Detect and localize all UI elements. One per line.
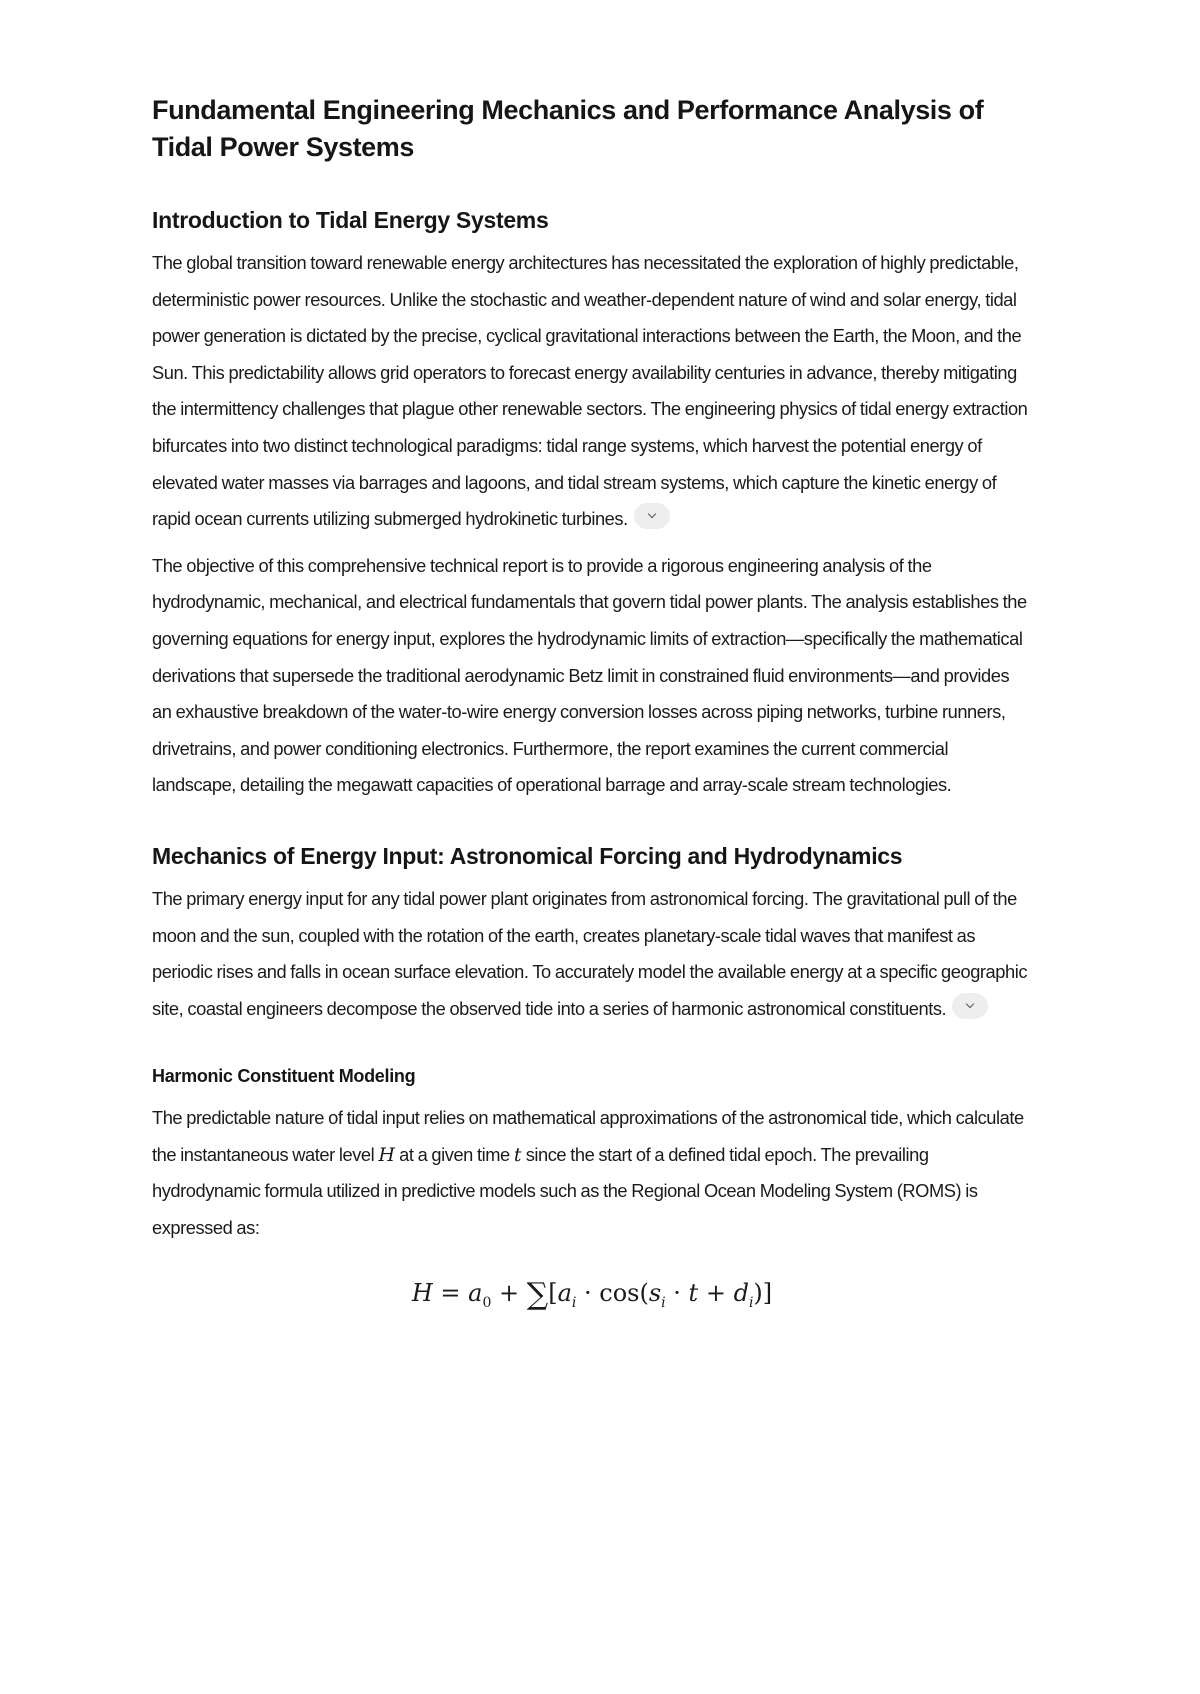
paragraph-text: The primary energy input for any tidal power plant originates from astronomical forcing. The gravitational pull of the moon and the sun, coupled with the rotation of the earth, creates planetary-scale tidal waves that manifest as periodic rises and falls in ocean surface elevation. To accurately model the available energy at a specific geographic site, coastal engineers decompose the observed tide into a series of harmonic astronomical constituents. (152, 887, 1028, 1019)
variable-h: H (378, 1143, 395, 1166)
paragraph-text: The global transition toward renewable energy architectures has necessitated the exploration of highly predictable, deterministic power resources. Unlike the stochastic and weather-dependent nature of wind and solar energy, tidal power generation is dictated by the precise, cyclical gravitational interactions between the Earth, the Moon, and the Sun. This predictability allows grid operators to forecast energy availability centuries in advance, thereby mitigating the intermittency challenges that plague other renewable sectors. The engineering physics of tidal energy extraction bifurcates into two distinct technological paradigms: tidal range systems, which harvest the potential energy of elevated water masses via barrages and lagoons, and tidal stream systems, which capture the kinetic energy of rapid ocean currents utilizing submerged hydrokinetic turbines. (152, 252, 1028, 530)
chevron-down-icon[interactable] (952, 993, 988, 1019)
paragraph-text: The predictable nature of tidal input relies on mathematical approximations of the astronomical tide, which calculate the instantaneous water level (152, 1107, 1024, 1165)
section-heading-introduction: Introduction to Tidal Energy Systems (152, 207, 549, 233)
paragraph (152, 245, 1032, 538)
paragraph: The objective of this comprehensive technical report is to provide a rigorous engineering analysis of the hydrodynamic, mechanical, and electrical fundamentals that govern tidal power plants. The analysis establishes the governing equations for energy input, explores the hydrodynamic limits of extraction—specifically the mathematical derivations that supersede the traditional aerodynamic Betz limit in constrained fluid environments—and provides an exhaustive breakdown of the water-to-wire energy conversion losses across piping networks, turbine runners, drivetrains, and power conditioning electronics. Furthermore, the report examines the current commercial landscape, detailing the megawatt capacities of operational barrage and array-scale stream technologies. (152, 554, 1027, 796)
variable-t: t (513, 1143, 522, 1166)
paragraph-text: since the start of a defined tidal epoch. The prevailing hydrodynamic formula utilized in predictive models such as the Regional Ocean Modeling System (ROMS) is expressed as: (152, 1143, 978, 1239)
harmonic-equation: $H = a_0 + \sum[a_i \cdot \cos(s_i \cdot t + d_i)]$ (411, 1276, 773, 1312)
paragraph (152, 881, 1032, 1027)
chevron-down-icon[interactable] (634, 503, 670, 529)
document-title: Fundamental Engineering Mechanics and Performance Analysis of Tidal Power Systems (152, 95, 984, 162)
section-heading-mechanics: Mechanics of Energy Input: Astronomical Forcing and Hydrodynamics (152, 842, 903, 869)
paragraph (152, 1100, 1032, 1246)
subsection-heading-harmonic: Harmonic Constituent Modeling (152, 1066, 416, 1087)
document-page (152, 92, 1032, 1312)
paragraph-text: at a given time (399, 1143, 510, 1165)
